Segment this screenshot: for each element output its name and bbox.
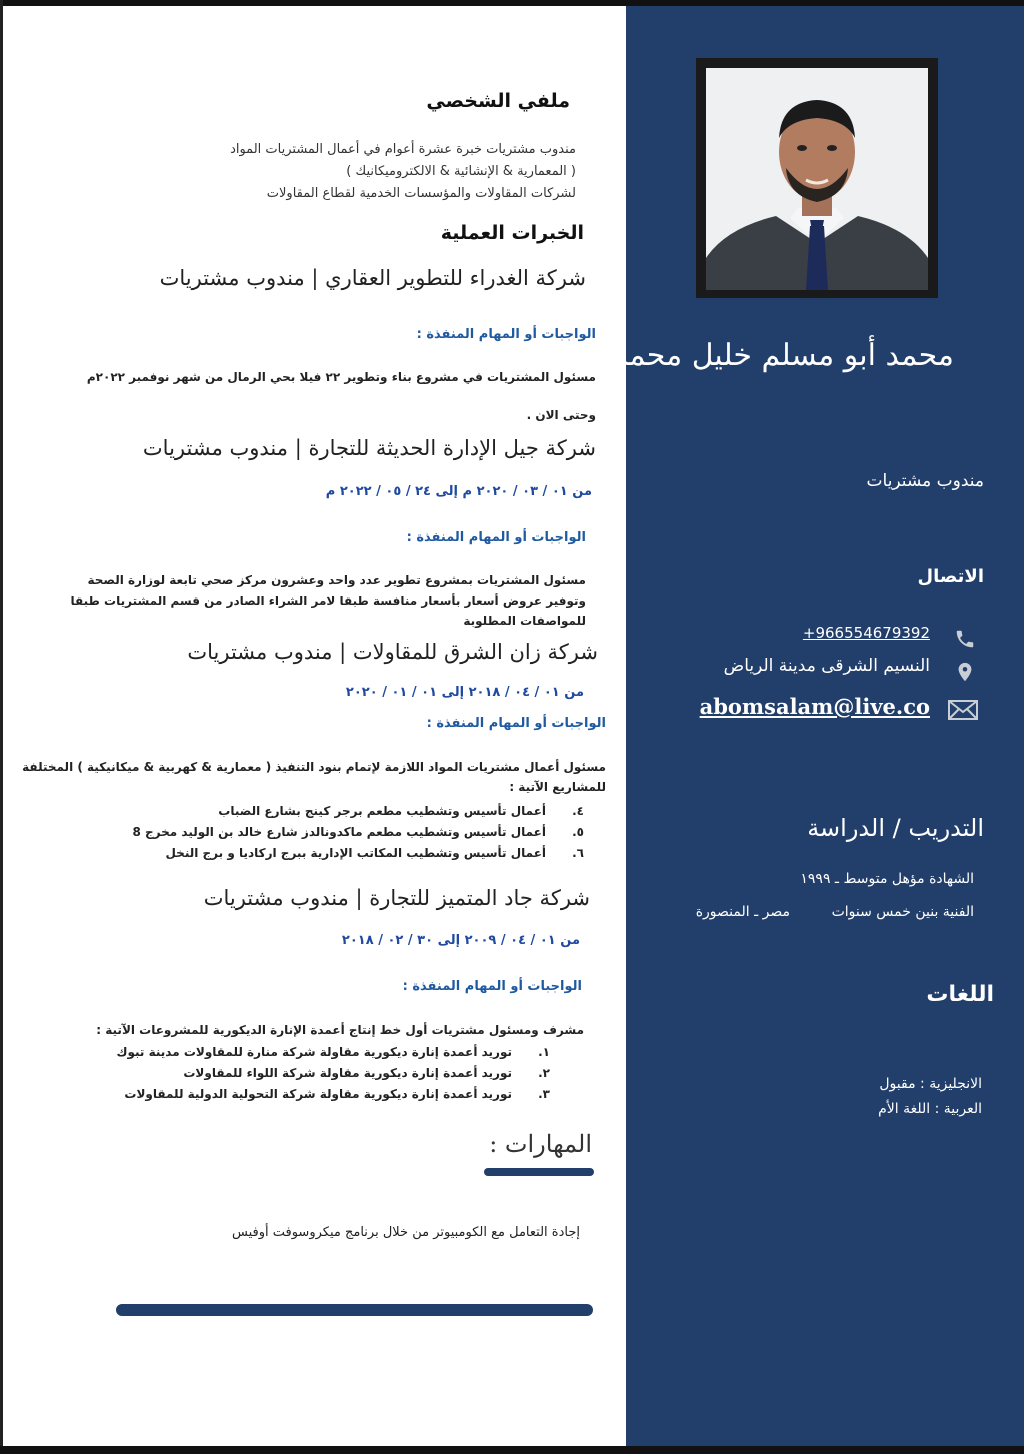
languages-heading: اللغات — [926, 982, 994, 1007]
left-border — [0, 0, 3, 1454]
training-line-3: مصر ـ المنصورة — [695, 904, 790, 920]
location-pin-icon — [954, 660, 980, 682]
job-1-duties-label: الواجبات أو المهام المنفذة : — [416, 327, 596, 342]
skill-item-1: إجادة التعامل مع الكومبيوتر من خلال برنامج ميكروسوفت أوفيس — [232, 1225, 580, 1240]
job-2-body-line-2: وتوفير عروض أسعار بأسعار منافسة طبقا لامر الشراء الصادر من قسم المشتريات طبقا — [70, 594, 586, 608]
job-4-company: شركة جاد المتميز للتجارة | مندوب مشتريات — [203, 886, 590, 910]
training-line-2: الفنية بنين خمس سنوات — [831, 904, 974, 920]
job-1-body-line-2: وحتى الان . — [526, 408, 596, 422]
profile-line-1: مندوب مشتريات خبرة عشرة أعوام في أعمال المشتريات المواد — [230, 142, 576, 157]
job-3-item-2-num: ٥. — [572, 825, 584, 839]
job-3-item-1-num: ٤. — [572, 804, 584, 818]
job-2-company: شركة جيل الإدارة الحديثة للتجارة | مندوب مشتريات — [142, 436, 596, 460]
profile-heading: ملفي الشخصي — [426, 90, 570, 112]
training-heading: التدريب / الدراسة — [807, 814, 984, 842]
job-4-body-line-1: مشرف ومسئول مشتريات أول خط إنتاج أعمدة الإنارة الديكورية للمشروعات الآتية : — [96, 1023, 584, 1037]
address-text: النسيم الشرقى مدينة الرياض — [723, 656, 930, 676]
job-1-company: شركة الغدراء للتطوير العقاري | مندوب مشتريات — [159, 266, 586, 290]
training-line-1: الشهادة مؤهل متوسط ـ ١٩٩٩ — [800, 871, 974, 887]
phone-link[interactable]: +966554679392 — [802, 624, 930, 642]
job-2-duties-label: الواجبات أو المهام المنفذة : — [406, 530, 586, 545]
language-arabic: العربية : اللغة الأم — [878, 1101, 982, 1117]
profile-photo-frame — [696, 58, 938, 298]
envelope-icon — [948, 700, 974, 722]
job-4-item-1-num: ١. — [538, 1045, 550, 1059]
job-3-date: من ٠١ / ٠٤ / ٢٠١٨ إلى ٠١ / ٠١ / ٢٠٢٠ — [345, 685, 584, 700]
job-4-item-1: توريد أعمدة إنارة ديكورية مقاولة شركة منارة للمقاولات مدينة تبوك — [116, 1045, 512, 1059]
footer-divider — [116, 1304, 593, 1316]
job-4-item-3-num: ٣. — [538, 1087, 550, 1101]
job-3-duties-label: الواجبات أو المهام المنفذة : — [426, 716, 606, 731]
profile-line-3: لشركات المقاولات والمؤسسات الخدمية لقطاع المقاولات — [266, 186, 576, 201]
full-name: محمد أبو مسلم خليل محمد — [613, 338, 954, 373]
language-english: الانجليزية : مقبول — [879, 1076, 982, 1092]
job-4-item-2-num: ٢. — [538, 1066, 550, 1080]
job-1-body-line-1: مسئول المشتريات في مشروع بناء وتطوير ٢٢ فيلا بحي الرمال من شهر نوفمبر ٢٠٢٢م — [86, 370, 596, 384]
profile-photo — [706, 68, 928, 290]
job-4-item-3: توريد أعمدة إنارة ديكورية مقاولة شركة التحولية الدولية للمقاولات — [124, 1087, 512, 1101]
job-2-body-line-3: للمواصفات المطلوبة — [463, 614, 586, 628]
sidebar — [613, 6, 1024, 1446]
contact-email-row — [626, 694, 1024, 724]
job-4-item-2: توريد أعمدة إنارة ديكورية مقاولة شركة اللواء للمقاولات — [183, 1066, 512, 1080]
contact-phone-row — [626, 624, 1024, 654]
job-3-item-1: أعمال تأسيس وتشطيب مطعم برجر كينج بشارع الضباب — [218, 804, 546, 818]
person-portrait-icon — [706, 68, 928, 290]
job-2-body-line-1: مسئول المشتريات بمشروع تطوير عدد واحد وعشرون مركز صحي تابعة لوزارة الصحة — [87, 573, 586, 587]
job-3-item-3-num: ٦. — [572, 846, 584, 860]
job-2-date: من ٠١ / ٠٣ / ٢٠٢٠ م إلى ٢٤ / ٠٥ / ٢٠٢٢ م — [325, 484, 592, 499]
job-3-company: شركة زان الشرق للمقاولات | مندوب مشتريات — [187, 640, 598, 664]
skills-heading-underline — [484, 1168, 594, 1176]
skills-heading: المهارات : — [489, 1130, 592, 1158]
profile-line-2: ( المعمارية & الإنشائية & الالكتروميكانيك ) — [346, 164, 576, 179]
job-4-duties-label: الواجبات أو المهام المنفذة : — [402, 979, 582, 994]
contact-address-row — [626, 656, 1024, 686]
job-4-date: من ٠١ / ٠٤ / ٢٠٠٩ إلى ٣٠ / ٠٢ / ٢٠١٨ — [341, 933, 580, 948]
email-link[interactable]: abomsalam@live.co — [699, 694, 930, 719]
job-3-item-2: أعمال تأسيس وتشطيب مطعم ماكدونالدز شارع خالد بن الوليد مخرج 8 — [132, 825, 546, 839]
job-3-body-line-1: مسئول أعمال مشتريات المواد اللازمة لإتمام بنود التنفيذ ( معمارية & كهربية & ميكانيكية ) المختلفة — [22, 760, 606, 774]
job-3-body-line-2: للمشاريع الآتية : — [509, 780, 606, 794]
bottom-border — [0, 1446, 1024, 1454]
job-title: مندوب مشتريات — [866, 471, 984, 491]
experience-heading: الخبرات العملية — [440, 222, 584, 244]
contact-heading: الاتصال — [917, 566, 984, 587]
phone-icon — [954, 628, 980, 650]
job-3-item-3: أعمال تأسيس وتشطيب المكاتب الإدارية ببرج اركاديا و برج النخل — [165, 846, 546, 860]
